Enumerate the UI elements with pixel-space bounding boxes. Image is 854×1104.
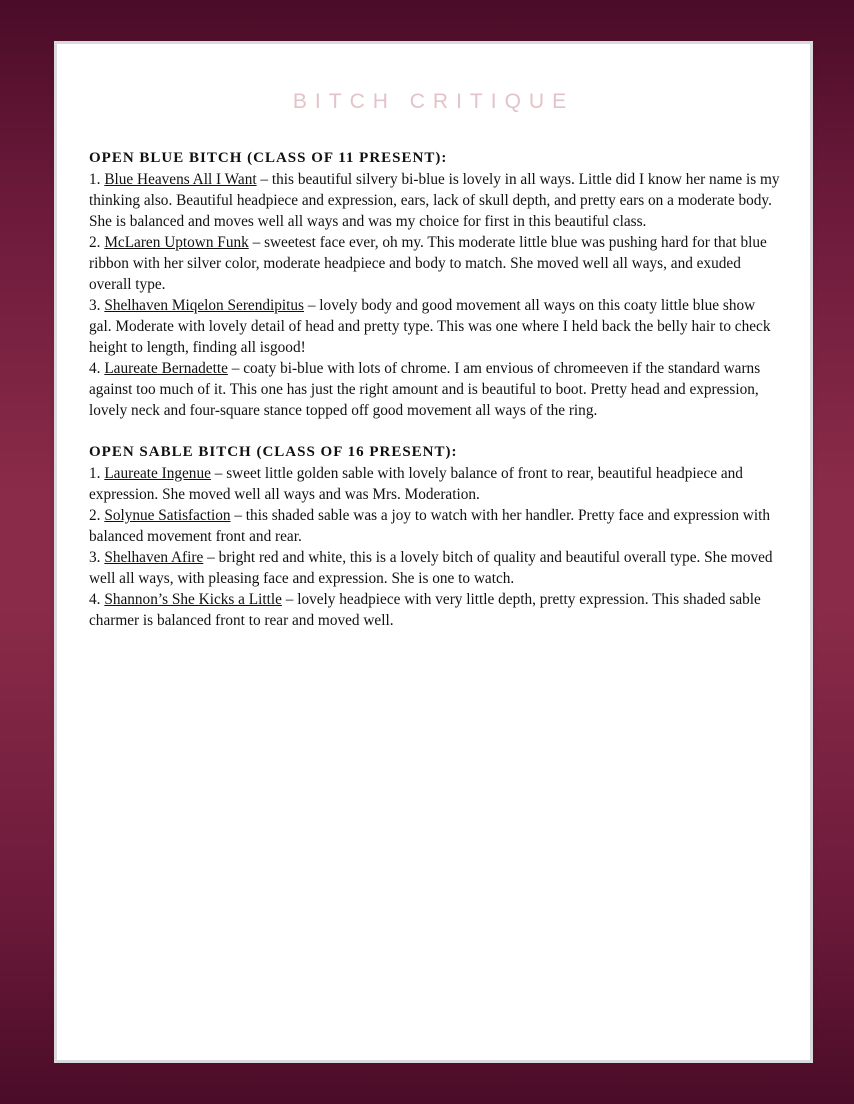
placement-entry: 4. Laureate Bernadette – coaty bi-blue with lots of chrome. I am envious of chromeeven if the standard warns against too much of it. This one has just the right amount and is beautiful to boot. Pretty head and expression, lovely neck and four-square stance topped off good movement all ways of the ring. [89, 360, 761, 419]
dog-name: Solynue Satisfaction [104, 507, 231, 524]
placement-number: 3. [89, 297, 101, 314]
critique-text: sweet little golden sable with lovely balance of front to rear, beautiful headpiece and expression. She moved well all ways and was Mrs. Moderation. [89, 465, 743, 503]
dog-name: Shannon’s She Kicks a Little [104, 591, 282, 608]
critique-text: coaty bi-blue with lots of chrome. I am envious of chromeeven if the standard warns against too much of it. This one has just the right amount and is beautiful to boot. Pretty head and expression, lovely neck and four-square stance topped off good movement all ways of the ring. [89, 360, 761, 419]
critique-text: lovely body and good movement all ways on this coaty little blue show gal. Moderate with lovely detail of head and pretty type. This was one where I held back the belly hair to check height to length, finding all isgood! [89, 297, 771, 356]
placement-entry: 1. Laureate Ingenue – sweet little golden sable with lovely balance of front to rear, beautiful headpiece and expression. She moved well all ways and was Mrs. Moderation. [89, 465, 743, 503]
placement-entry: 2. McLaren Uptown Funk – sweetest face ever, oh my. This moderate little blue was pushing hard for that blue ribbon with her silver color, moderate headpiece and body to match. She moved well all ways, and exuded overall type. [89, 234, 767, 293]
class-heading: OPEN BLUE BITCH (CLASS OF 11 PRESENT): [89, 150, 448, 166]
placement-number: 1. [89, 171, 101, 188]
critique-text: lovely headpiece with very little depth, pretty expression. This shaded sable charmer is balanced front to rear and moved well. [89, 591, 761, 629]
critique-text: this beautiful silvery bi-blue is lovely in all ways. Little did I know her name is my thinking also. Beautiful headpiece and expression, ears, lack of skull depth, and pretty ears on a moderate body. She is balanced and moves well all ways and was my choice for first in this beautiful class. [89, 171, 780, 230]
placement-number: 1. [89, 465, 101, 482]
critique-text: bright red and white, this is a lovely bitch of quality and beautiful overall type. She moved well all ways, with pleasing face and expression. She is one to watch. [89, 549, 773, 587]
section-open-blue-bitch [89, 148, 781, 421]
critique-content [89, 148, 781, 652]
dog-name: Laureate Bernadette [104, 360, 228, 377]
placement-entry: 1. Blue Heavens All I Want – this beautiful silvery bi-blue is lovely in all ways. Little did I know her name is my thinking also. Beautiful headpiece and expression, ears, lack of skull depth, and pretty ears on a moderate body. She is balanced and moves well all ways and was my choice for first in this beautiful class. [89, 171, 780, 230]
placement-number: 4. [89, 591, 101, 608]
critique-text: sweetest face ever, oh my. This moderate little blue was pushing hard for that blue ribbon with her silver color, moderate headpiece and body to match. She moved well all ways, and exuded overall type. [89, 234, 767, 293]
placement-entry: 2. Solynue Satisfaction – this shaded sable was a joy to watch with her handler. Pretty face and expression with balanced movement front and rear. [89, 507, 770, 545]
placement-number: 3. [89, 549, 101, 566]
critique-page [57, 44, 810, 1060]
section-open-sable-bitch [89, 442, 781, 631]
dog-name: Shelhaven Afire [104, 549, 204, 566]
placement-entry: 4. Shannon’s She Kicks a Little – lovely headpiece with very little depth, pretty expression. This shaded sable charmer is balanced front to rear and moved well. [89, 591, 761, 629]
critique-text: this shaded sable was a joy to watch with her handler. Pretty face and expression with balanced movement front and rear. [89, 507, 770, 545]
dog-name: Laureate Ingenue [104, 465, 211, 482]
placement-number: 2. [89, 507, 101, 524]
placement-entry: 3. Shelhaven Afire – bright red and white, this is a lovely bitch of quality and beautiful overall type. She moved well all ways, with pleasing face and expression. She is one to watch. [89, 549, 773, 587]
dog-name: McLaren Uptown Funk [104, 234, 249, 251]
class-heading: OPEN SABLE BITCH (CLASS OF 16 PRESENT): [89, 444, 458, 460]
placement-number: 2. [89, 234, 101, 251]
placement-number: 4. [89, 360, 101, 377]
dog-name: Shelhaven Miqelon Serendipitus [104, 297, 304, 314]
page-title: BITCH CRITIQUE [292, 90, 575, 113]
placement-entry: 3. Shelhaven Miqelon Serendipitus – lovely body and good movement all ways on this coaty little blue show gal. Moderate with lovely detail of head and pretty type. This was one where I held back the belly hair to check height to length, finding all isgood! [89, 297, 771, 356]
dog-name: Blue Heavens All I Want [104, 171, 257, 188]
